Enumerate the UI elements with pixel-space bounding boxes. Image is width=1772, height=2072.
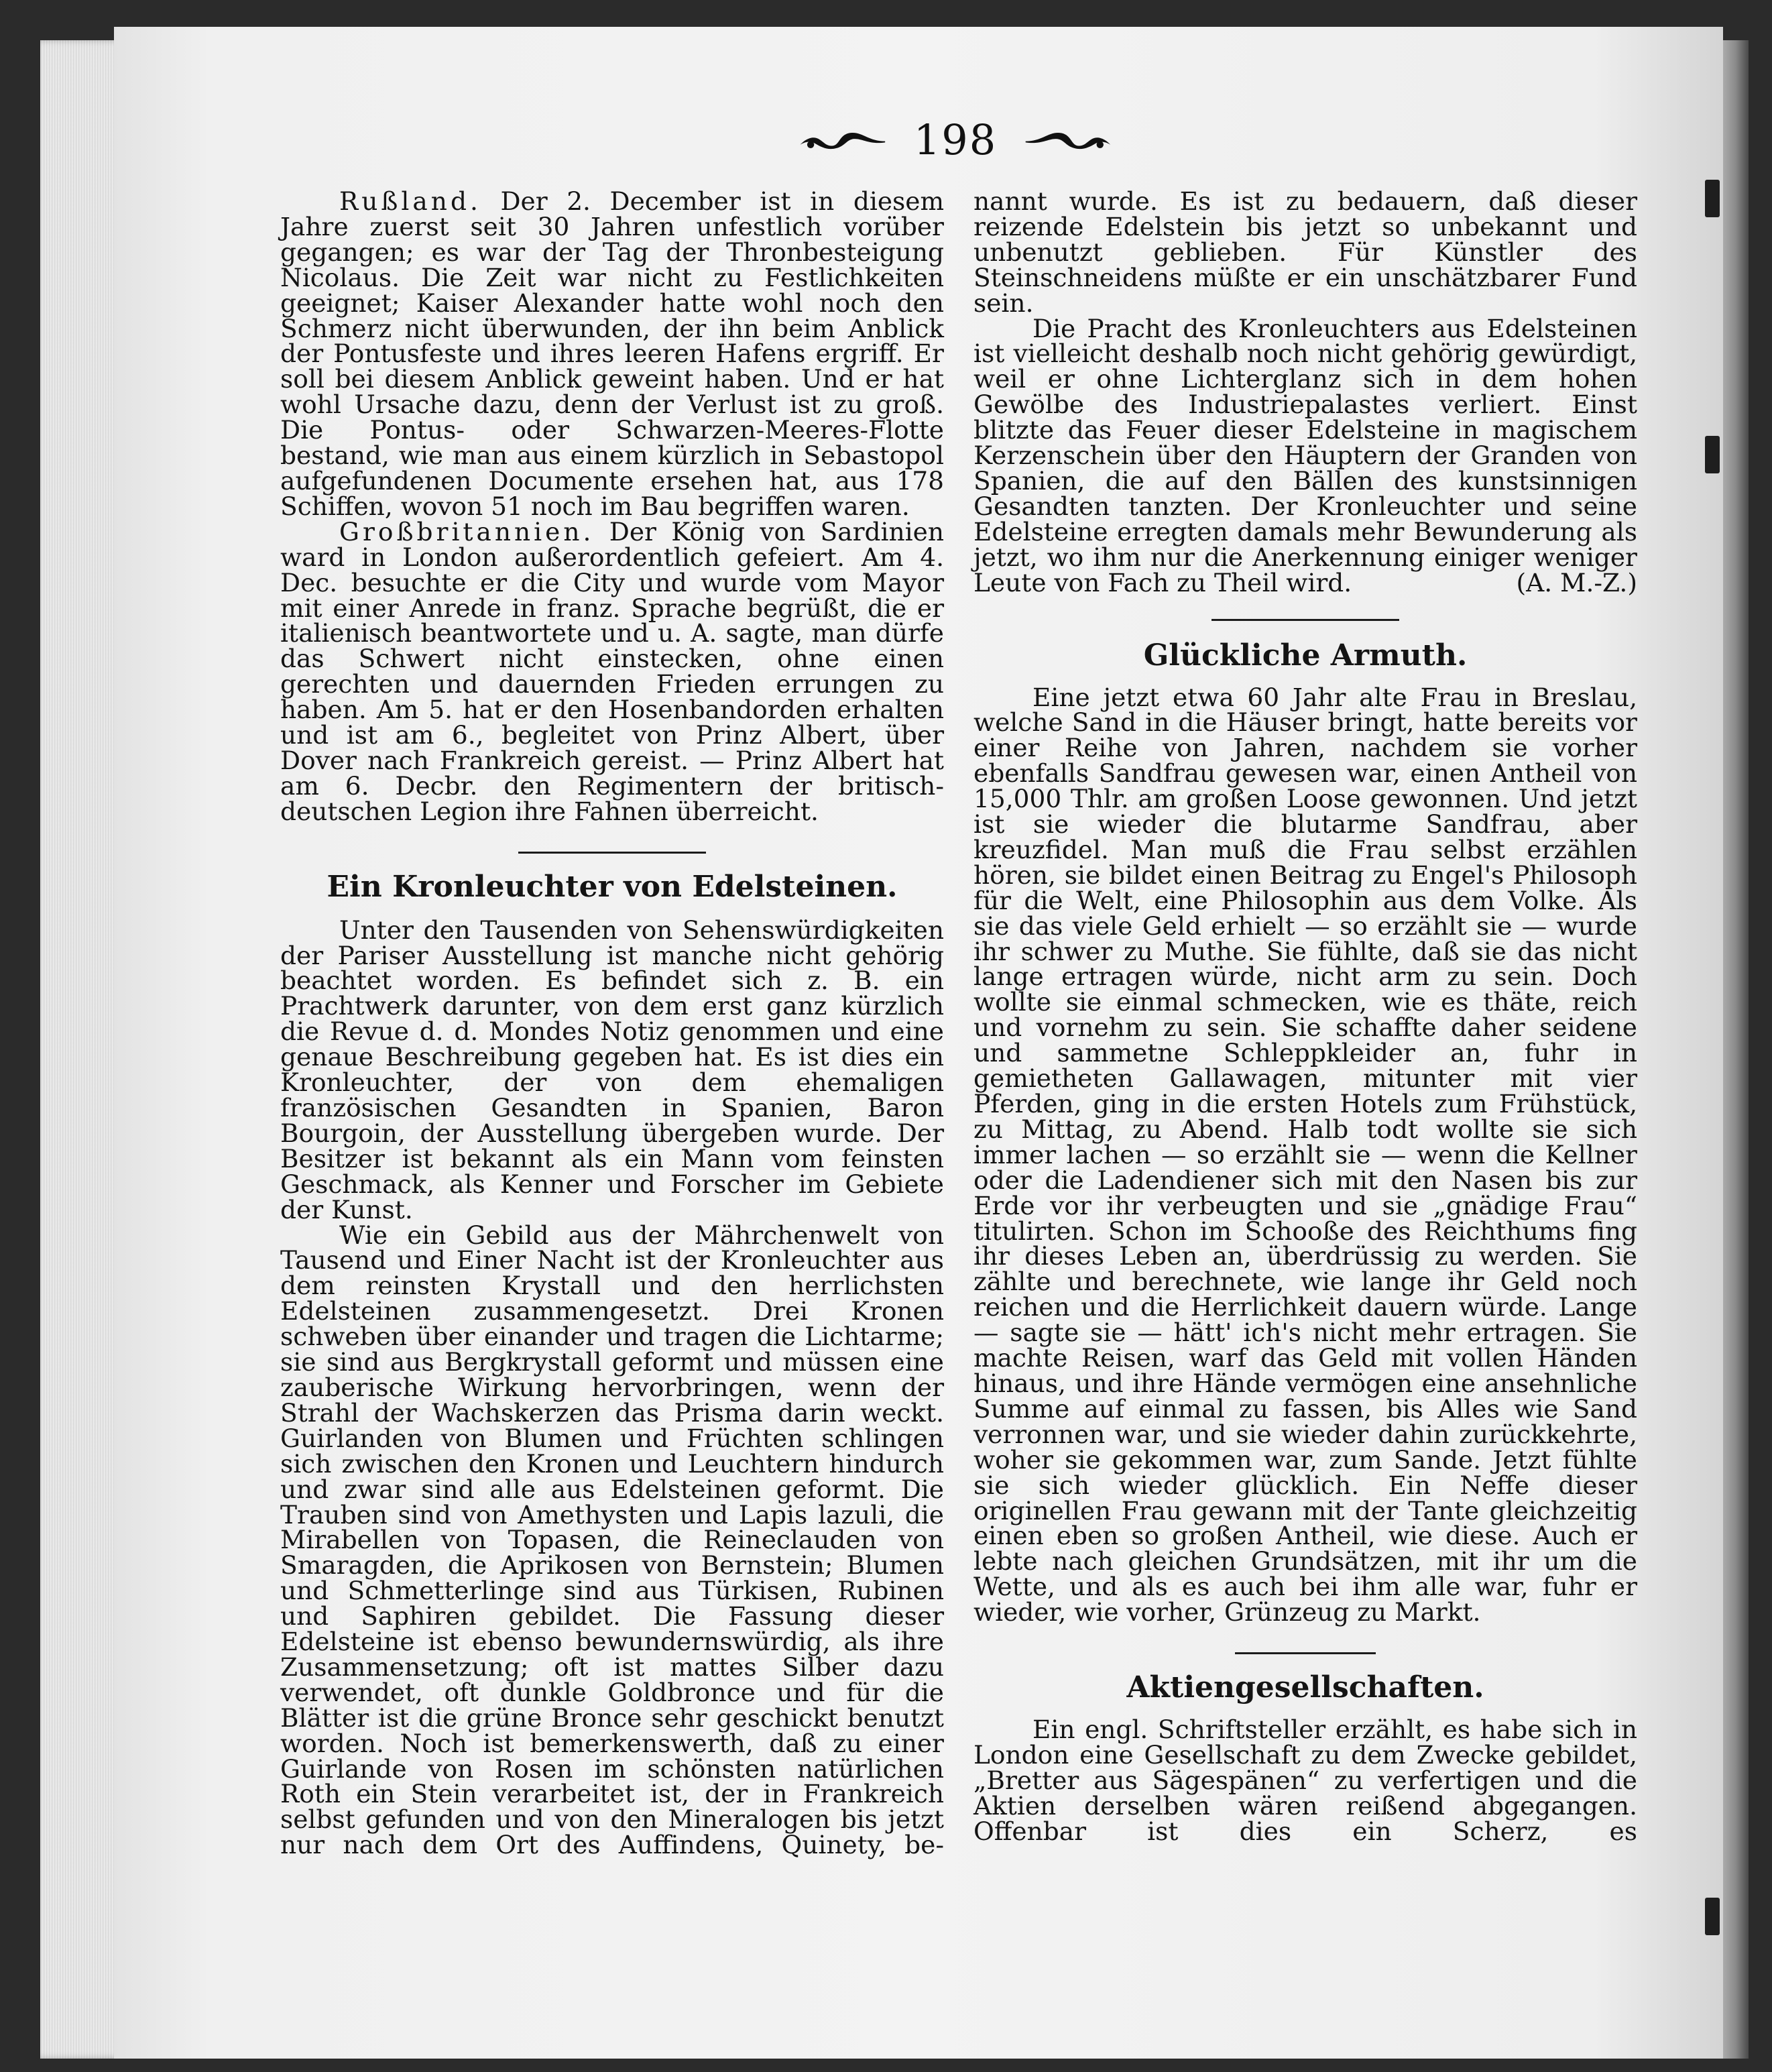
section-name-gb: Großbritannien. — [339, 516, 595, 546]
left-column — [280, 186, 945, 1860]
article-paragraph-1: Unter den Tausenden von Sehenswürdigkeiten der Pariser Ausstellung ist manche nicht gehörig beachtet worden. Es befindet sich z. B. ein Prachtwerk darunter, von dem erst ganz kürzlich die Revue d. d. Mondes Notiz genommen und eine genaue Beschreibung gegeben hat. Es ist dies ein Kronleuchter, der von dem ehemaligen französischen Gesandten in Spanien, Baron Bourgoin, der Ausstellung übergeben wurde. Der Besitzer ist bekannt als ein Mann vom feinsten Geschmack, als Kenner und Forscher im Gebiete der Kunst. — [280, 915, 944, 1224]
gb-text: Der König von Sardinien ward in London außerordentlich gefeiert. Am 4. Dec. besuchte er die City und wurde vom Mayor mit einer Anrede in franz. Sprache begrüßt, die er italienisch beantwortete und u. A. sagte, man dürfe das Schwert nicht einstecken, ohne einen gerechten und dauernden Frieden errungen zu haben. Am 5. hat er den Hosenbandorden erhalten und ist am 6., begleitet von Prinz Albert, über Dover nach Frankreich gereist. — Prinz Albert hat am 6. Decbr. den Regimentern der britisch-deutschen Legion ihre Fahnen überreicht. — [280, 516, 944, 826]
article-paragraph-2: Wie ein Gebild aus der Mährchenwelt von Tausend und Einer Nacht ist der Kronleuchter aus dem reinsten Krystall und den herrlichsten Edelsteinen zusammengesetzt. Drei Kronen schweben über einander und tragen die Lichtarme; sie sind aus Bergkrystall geformt und müssen eine zauberische Wirkung hervorbringen, wenn der Strahl der Wachskerzen das Prisma darin weckt. Guirlanden von Blumen und Früchten schlingen sich zwischen den Kronen und Leuchtern hindurch und zwar sind alle aus Edelsteinen geformt. Die Trauben sind von Amethysten und Lapis lazuli, die Mirabellen von Topasen, die Reineclauden von Smaragden, die Aprikosen von Bernstein; Blumen und Schmetterlinge sind aus Türkisen, Rubinen und Saphiren gebildet. Die Fassung dieser Edelsteine ist ebenso bewundernswürdig, als ihre Zusammensetzung; oft ist mattes Silber dazu verwendet, oft dunkle Goldbronce und für die Blätter ist die grüne Bronce sehr geschickt benutzt worden. Noch ist bemerkenswerth, daß zu einer Guirlande von Rosen im schönsten natürlichen Roth ein Stein verarbeitet ist, der in Frankreich selbst gefunden und von den Mineralogen bis jetzt nur nach dem Ort des Auffindens, Quinety, be- — [280, 1220, 944, 1860]
article-paragraph-3: nannt wurde. Es ist zu bedauern, daß dieser reizende Edelstein bis jetzt so unbekannt und unbenutzt geblieben. Für Künstler des Steinschneidens müßte er ein unschätzbarer Fund sein. — [973, 186, 1637, 318]
page-header — [798, 113, 1113, 166]
margin-mark-3 — [1705, 1898, 1720, 1935]
right-ornament-icon — [1020, 123, 1113, 156]
section-divider — [518, 852, 706, 854]
author-signature: (A. M.-Z.) — [1516, 567, 1637, 597]
left-ornament-icon — [798, 123, 891, 156]
section-divider-2 — [1212, 619, 1399, 621]
margin-mark-2 — [1705, 436, 1720, 473]
armuth-paragraph: Eine jetzt etwa 60 Jahr alte Frau in Breslau, welche Sand in die Häuser bringt, hatte bereits vor einer Reihe von Jahren, nachdem sie vorher ebenfalls Sandfrau gewesen war, einen Antheil von 15,000 Thlr. am großen Loose gewonnen. Und jetzt ist sie wieder die blutarme Sandfrau, aber kreuzfidel. Man muß die Frau selbst erzählen hören, sie bildet einen Beitrag zu Engel's Philosoph für die Welt, eine Philosophin aus dem Volke. Als sie das viele Geld erhielt — so erzählt sie — wurde ihr schwer zu Muthe. Sie fühlte, daß sie das nicht lange ertragen würde, nicht arm zu sein. Doch wollte sie einmal schmecken, wie es thäte, reich und vornehm zu sein. Sie schaffte daher seidene und sammetne Schleppkleider an, fuhr in gemietheten Gallawagen, mitunter mit vier Pferden, ging in die ersten Hotels zum Frühstück, zu Mittag, zu Abend. Halb todt wollte sie sich immer lachen — so erzählt sie — wenn die Kellner oder die Ladendiener sich mit den Nasen bis zur Erde vor ihr verbeugten und sie „gnädige Frau“ titulirten. Schon im Schooße des Reichthums fing ihr dieses Leben an, überdrüssig zu werden. Sie zählte und berechnete, wie lange ihr Geld noch reichen und die Herrlichkeit dauern würde. Lange — sagte sie — hätt' ich's nicht mehr ertragen. Sie machte Reisen, warf das Geld mit vollen Händen hinaus, und ihre Hände vermögen eine ansehnliche Summe auf einmal zu fassen, bis Alles wie Sand verronnen war, und sie wieder dahin zurückkehrte, woher sie gekommen war, zum Sande. Jetzt fühlte sie sich wieder glücklich. Ein Neffe dieser originellen Frau gewann mit der Tante gleichzeitig einen eben so großen Antheil, wie diese. Auch er lebte nach gleichen Grundsätzen, mit ihr um die Wette, und als es auch bei ihm alle war, fuhr er wieder, wie vorher, Grünzeug zu Markt. — [973, 682, 1637, 1627]
article-paragraph-4-text: Die Pracht des Kronleuchters aus Edelsteinen ist vielleicht deshalb noch nicht gehörig gewürdigt, weil er ohne Lichterglanz sich in dem hohen Gewölbe des Industriepalastes verliert. Einst blitzte das Feuer dieser Edelsteine in magischem Kerzenschein über den Häuptern der Granden von Spanien, die auf den Bällen des kunstsinnigen Gesandten tanzten. Der Kronleuchter und seine Edelsteine erregten damals mehr Bewunderung als jetzt, wo ihm nur die Anerkennung einiger weniger Leute von Fach zu Theil wird. — [973, 313, 1637, 597]
russland-paragraph — [280, 186, 945, 521]
article-heading-kronleuchter: Ein Kronleuchter von Edelsteinen. — [327, 869, 898, 904]
margin-mark-1 — [1705, 180, 1720, 217]
section-divider-3 — [1235, 1652, 1376, 1654]
section-name-russland: Rußland. — [339, 186, 481, 216]
gb-paragraph — [280, 516, 944, 826]
article-heading-armuth: Glückliche Armuth. — [1143, 638, 1468, 673]
russland-text: Der 2. December ist in diesem Jahre zuerst seit 30 Jahren unfestlich vorüber gegangen; es war der Tag der Thronbesteigung Nicolaus. Die Zeit war nicht zu Festlichkeiten geeignet; Kaiser Alexander hatte wohl noch den Schmerz nicht überwunden, der ihn beim Anblick der Pontusfeste und ihres leeren Hafens ergriff. Er soll bei diesem Anblick geweint haben. Und er hat wohl Ursache dazu, denn der Verlust ist zu groß. Die Pontus- oder Schwarzen-Meeres-Flotte bestand, wie man aus einem kürzlich in Sebastopol aufgefundenen Documente ersehen hat, aus 178 Schiffen, wovon 51 noch im Bau begriffen waren. — [280, 186, 945, 521]
article-heading-aktien: Aktiengesellschaften. — [1126, 1670, 1484, 1705]
article-paragraph-4 — [973, 313, 1637, 597]
right-column — [973, 186, 1637, 1846]
page-number: 198 — [913, 115, 998, 164]
aktien-paragraph: Ein engl. Schriftsteller erzählt, es habe sich in London eine Gesellschaft zu dem Zwecke gebildet, „Bretter aus Sägespänen“ zu verfertigen und die Aktien derselben wären reißend abgegangen. Offenbar ist dies ein Scherz, es — [973, 1715, 1637, 1846]
